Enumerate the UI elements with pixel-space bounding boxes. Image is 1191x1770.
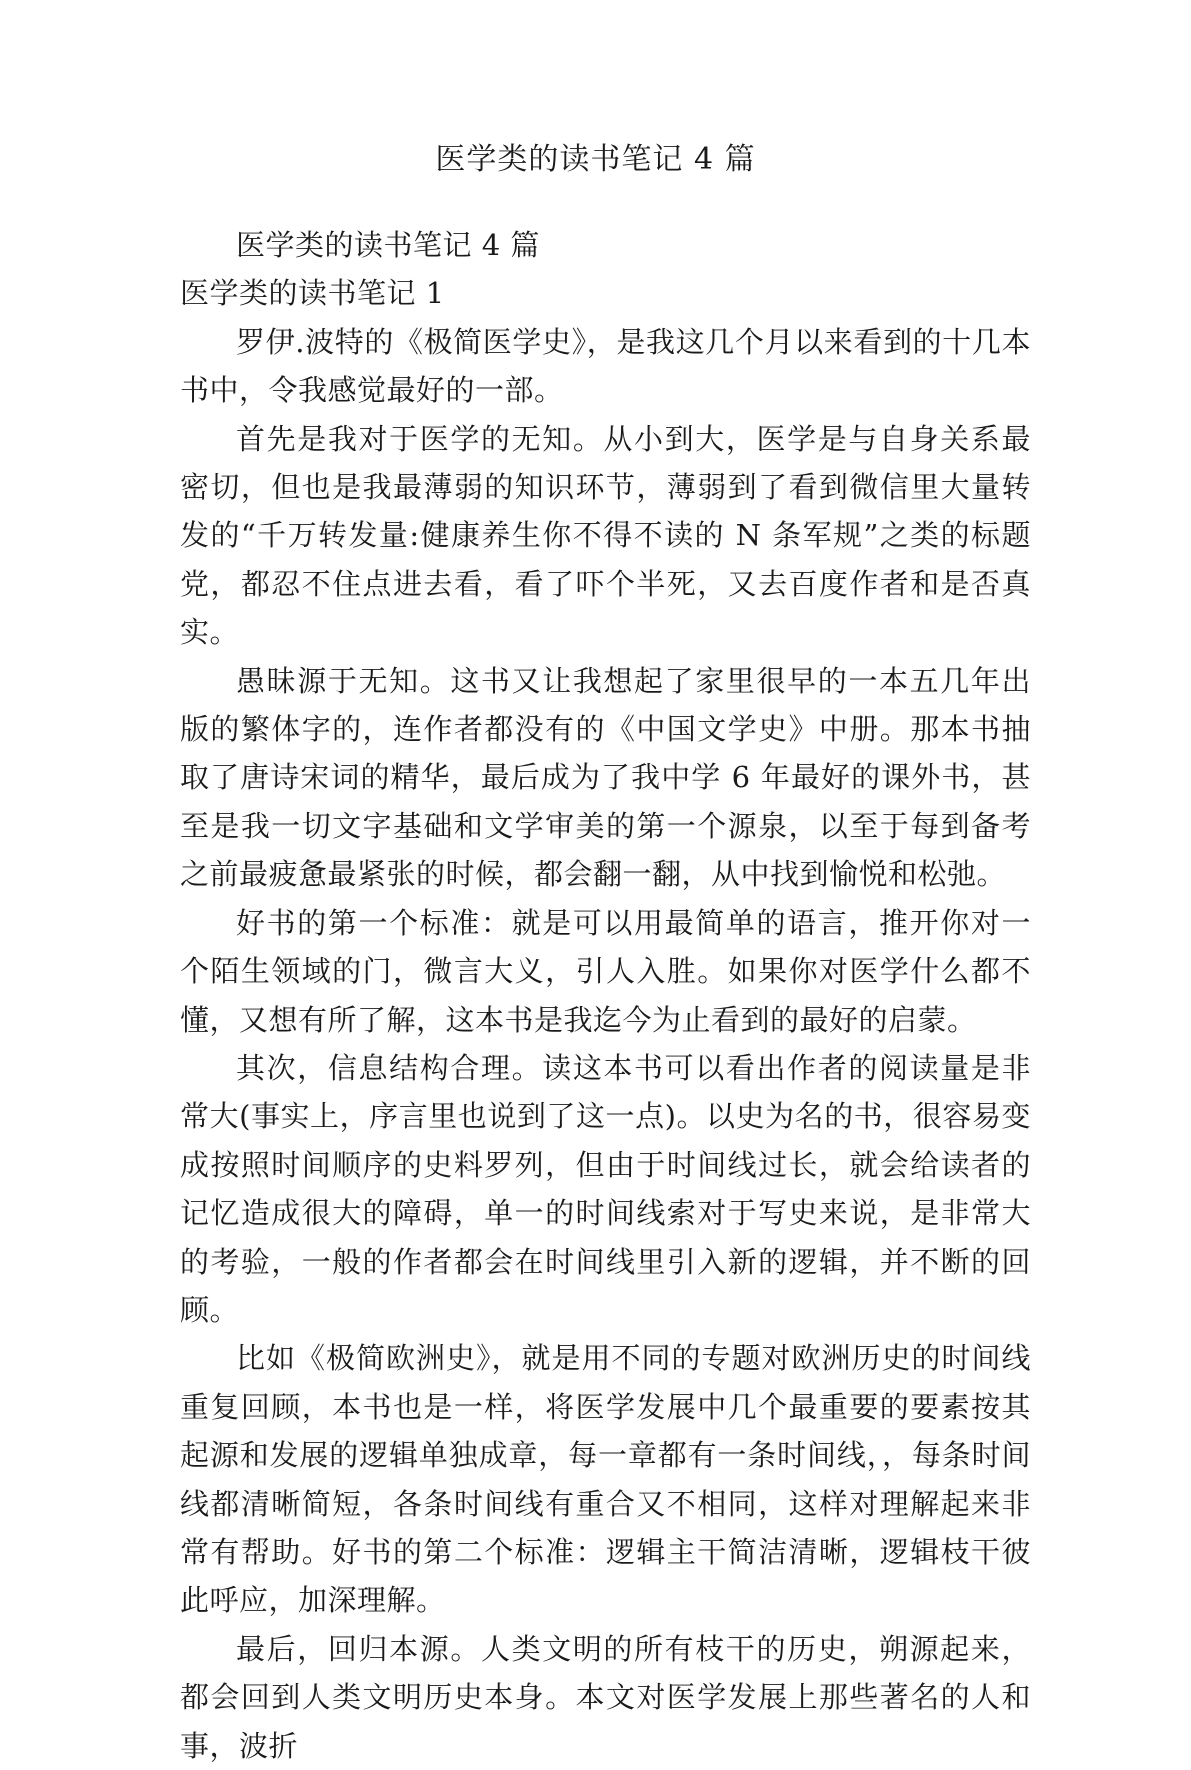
- body-paragraph: 其次，信息结构合理。读这本书可以看出作者的阅读量是非常大(事实上，序言里也说到了这一点)。以史为名的书，很容易变成按照时间顺序的史料罗列，但由于时间线过长，就会给读者的记忆造成很大的障碍，单一的时间线索对于写史来说，是非常大的考验，一般的作者都会在时间线里引入新的逻辑，并不断的回顾。: [180, 1050, 1031, 1327]
- body-paragraph: 比如《极简欧洲史》，就是用不同的专题对欧洲历史的时间线重复回顾，本书也是一样，将医学发展中几个最重要的要素按其起源和发展的逻辑单独成章，每一章都有一条时间线，，每条时间线都清晰简短，各条时间线有重合又不相同，这样对理解起来非常有帮助。好书的第二个标准：逻辑主干简洁清晰，逻辑枝干彼此呼应，加深理解。: [180, 1341, 1031, 1618]
- document-subtitle: 医学类的读书笔记 4 篇: [236, 228, 540, 262]
- document-title: 医学类的读书笔记 4 篇: [435, 142, 756, 177]
- body-paragraph: 首先是我对于医学的无知。从小到大，医学是与自身关系最密切，但也是我最薄弱的知识环节，薄弱到了看到微信里大量转发的“千万转发量:健康养生你不得不读的 N 条军规”之类的标题党，都忍不住点进去看，看了吓个半死，又去百度作者和是否真实。: [180, 421, 1031, 650]
- body-paragraph: 最后，回归本源。人类文明的所有枝干的历史，朔源起来，都会回到人类文明历史本身。本文对医学发展上那些著名的人和事，波折: [180, 1631, 1031, 1763]
- document-body: [180, 221, 1031, 1770]
- body-paragraph: 好书的第一个标准：就是可以用最简单的语言，推开你对一个陌生领域的门，微言大义，引人入胜。如果你对医学什么都不懂，又想有所了解，这本书是我迄今为止看到的最好的启蒙。: [180, 905, 1031, 1037]
- body-paragraph: 愚昧源于无知。这书又让我想起了家里很早的一本五几年出版的繁体字的，连作者都没有的《中国文学史》中册。那本书抽取了唐诗宋词的精华，最后成为了我中学 6 年最好的课外书，甚至是我一切文字基础和文学审美的第一个源泉，以至于每到备考之前最疲惫最紧张的时候，都会翻一翻，从中找到愉悦和松弛。: [180, 663, 1031, 892]
- section-heading: 医学类的读书笔记 1: [180, 276, 445, 311]
- body-paragraph: 罗伊.波特的《极简医学史》，是我这几个月以来看到的十几本书中，令我感觉最好的一部。: [180, 324, 1031, 408]
